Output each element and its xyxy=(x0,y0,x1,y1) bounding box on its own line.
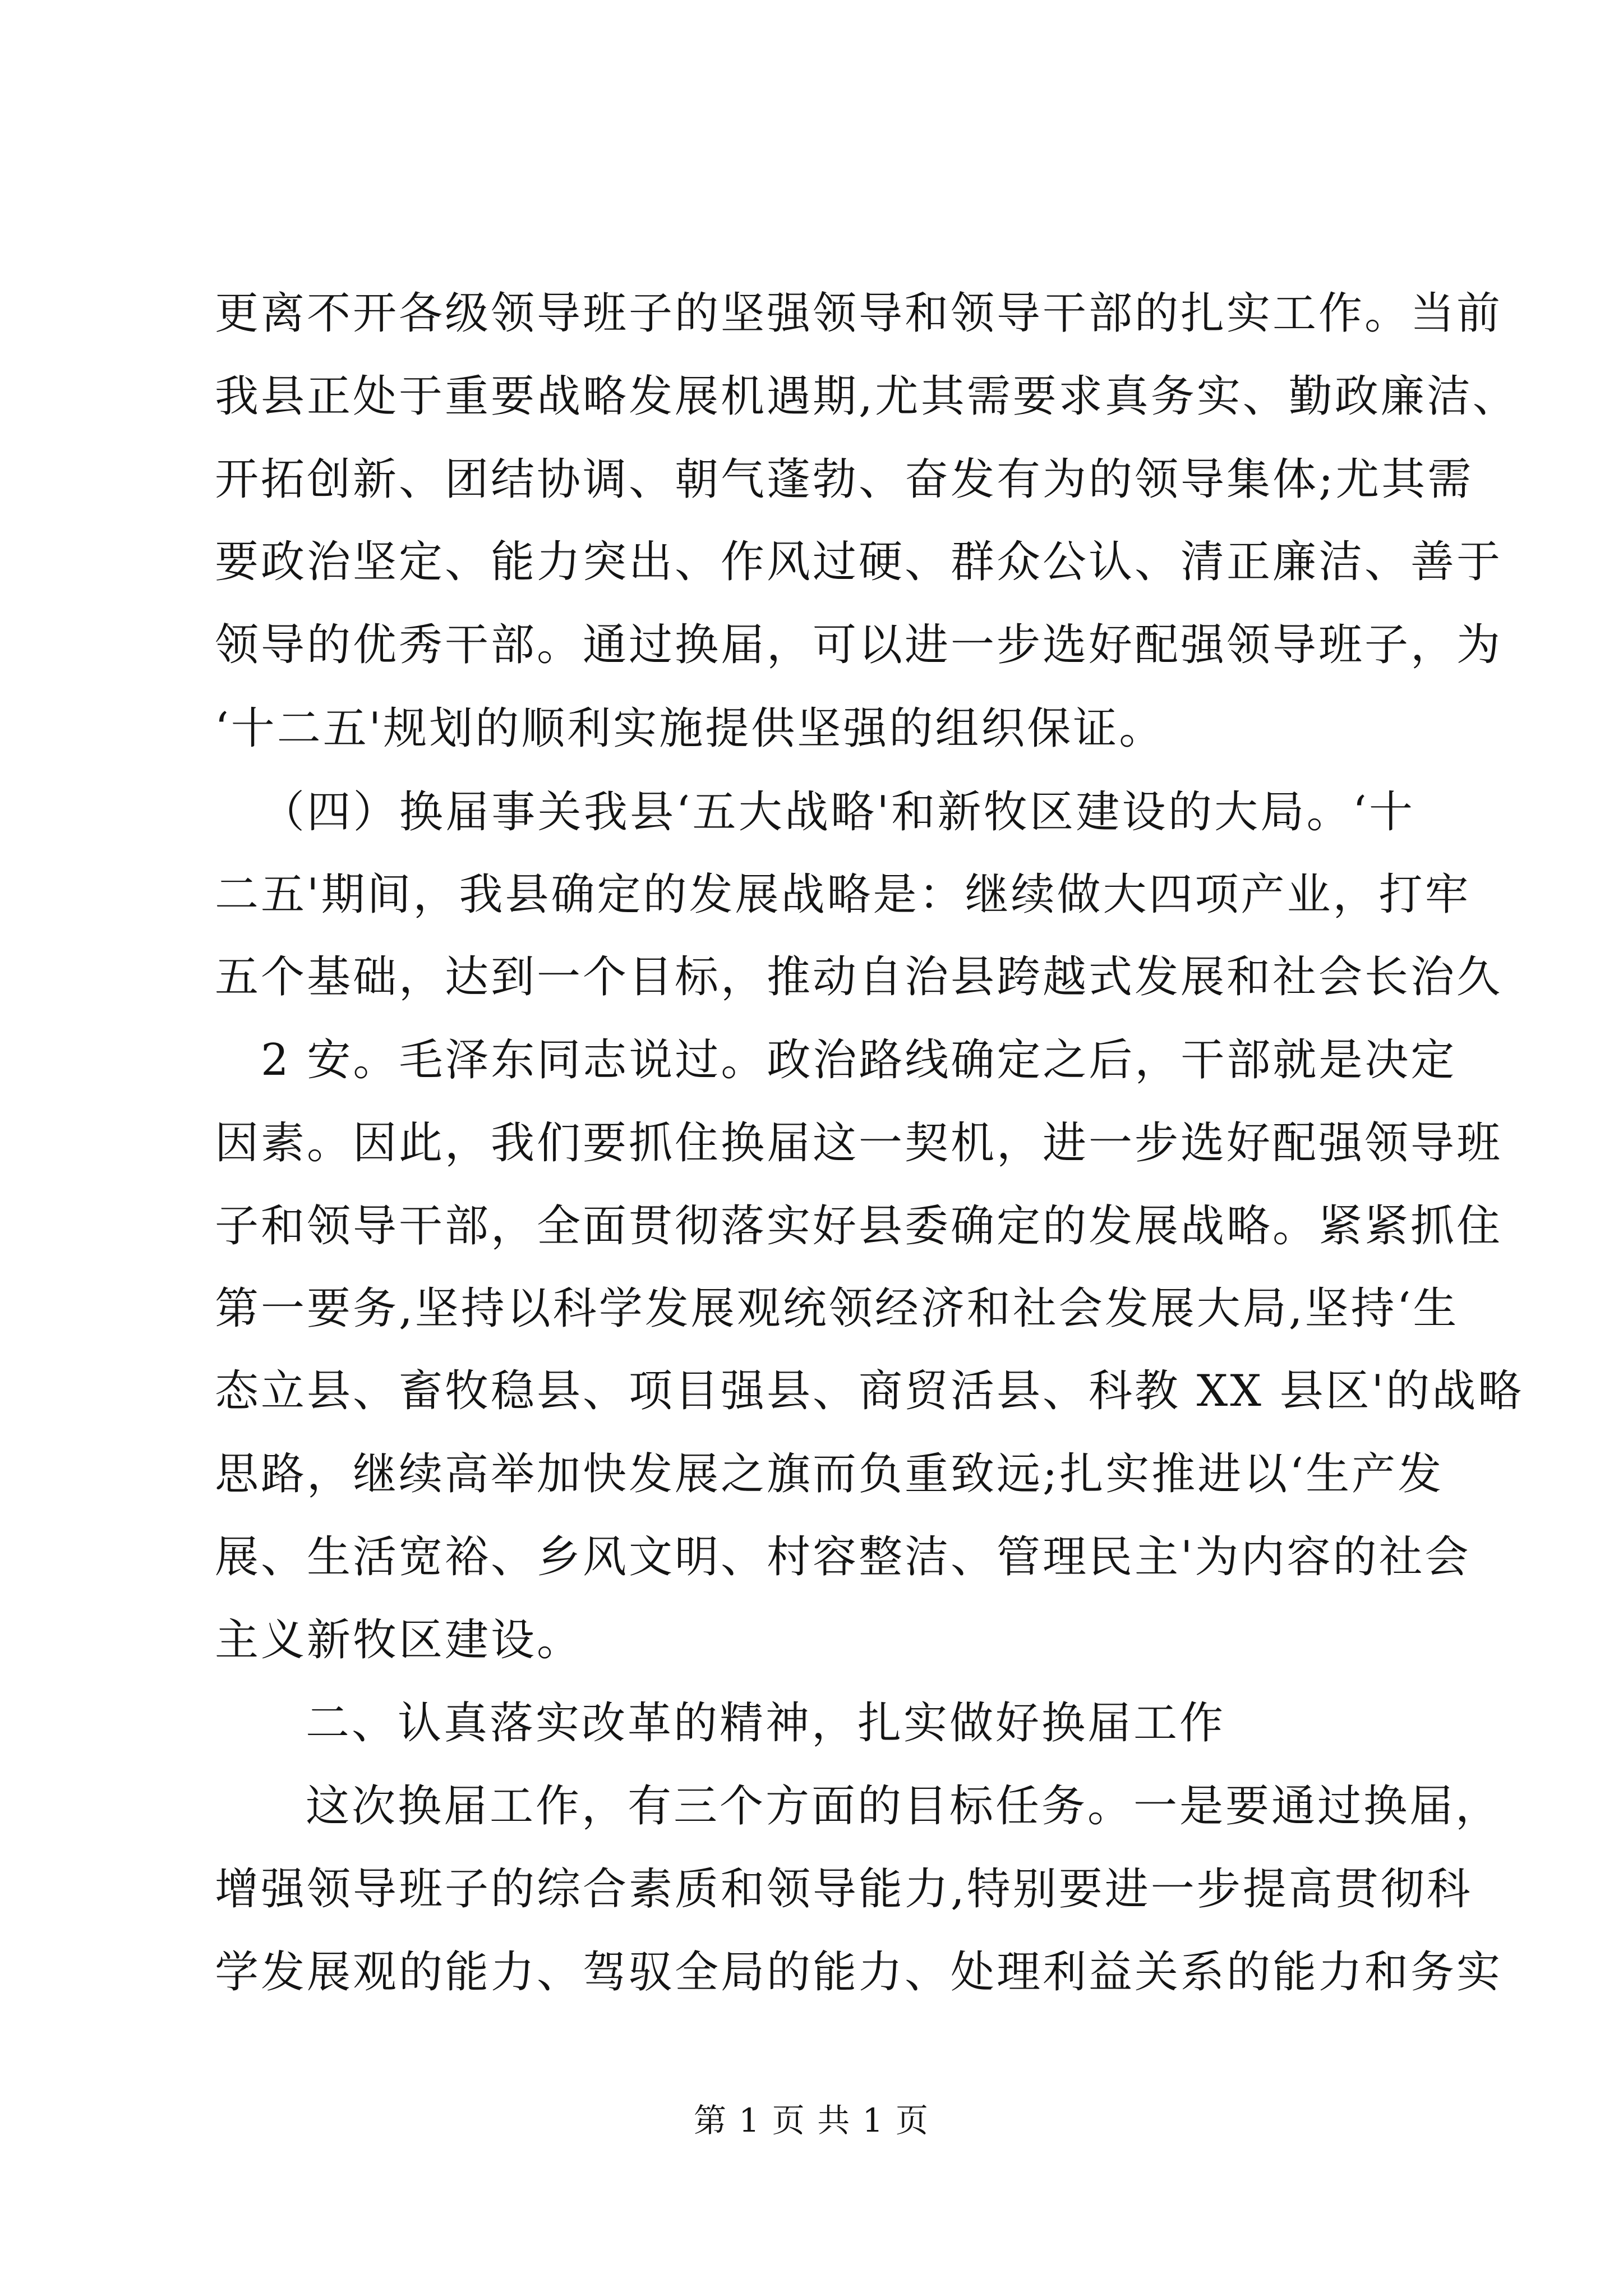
paragraph-line: 展、生活宽裕、乡风文明、村容整洁、管理民主'为内容的社会 xyxy=(215,1532,1471,1582)
paragraph-line: 因素。因此，我们要抓住换届这一契机，进一步选好配强领导班 xyxy=(215,1118,1503,1168)
paragraph-line: 二五'期间，我县确定的发展战略是：继续做大四项产业，打牢 xyxy=(215,869,1471,920)
paragraph-line: 更离不开各级领导班子的坚强领导和领导干部的扎实工作。当前 xyxy=(215,288,1503,339)
paragraph-line: 我县正处于重要战略发展机遇期,尤其需要求真务实、勤政廉洁、 xyxy=(215,371,1519,422)
paragraph-line: 思路，继续高举加快发展之旗而负重致远;扎实推进以‘生产发 xyxy=(215,1449,1444,1499)
page-footer: 第 1 页 共 1 页 xyxy=(694,2101,929,2139)
paragraph-line: 学发展观的能力、驾驭全局的能力、处理利益关系的能力和务实 xyxy=(215,1947,1503,1998)
paragraph-line: 五个基础，达到一个目标，推动自治县跨越式发展和社会长治久 xyxy=(215,952,1503,1002)
paragraph-line: 领导的优秀干部。通过换届，可以进一步选好配强领导班子，为 xyxy=(215,620,1503,670)
paragraph-line: ‘十二五'规划的顺利实施提供坚强的组织保证。 xyxy=(215,703,1165,754)
section-heading: 二、认真落实改革的精神，扎实做好换届工作 xyxy=(306,1698,1226,1749)
paragraph-line: （四）换届事关我县‘五大战略'和新牧区建设的大局。‘十 xyxy=(261,787,1415,838)
paragraph-line: 要政治坚定、能力突出、作风过硬、群众公认、清正廉洁、善于 xyxy=(215,537,1503,587)
paragraph-line: 增强领导班子的综合素质和领导能力,特别要进一步提高贯彻科 xyxy=(215,1864,1473,1915)
paragraph-line: 主义新牧区建设。 xyxy=(215,1615,583,1665)
paragraph-line: 开拓创新、团结协调、朝气蓬勃、奋发有为的领导集体;尤其需 xyxy=(215,454,1474,505)
paragraph-line: 第一要务,坚持以科学发展观统领经济和社会发展大局,坚持‘生 xyxy=(215,1283,1459,1334)
paragraph-line: 子和领导干部，全面贯彻落实好县委确定的发展战略。紧紧抓住 xyxy=(215,1201,1503,1251)
paragraph-line: 这次换届工作，有三个方面的目标任务。一是要通过换届， xyxy=(306,1781,1502,1832)
paragraph-line: 2 安。毛泽东同志说过。政治路线确定之后，干部就是决定 xyxy=(261,1035,1457,1085)
paragraph-line: 态立县、畜牧稳县、项目强县、商贸活县、科教 XX 县区'的战略 xyxy=(215,1366,1524,1416)
